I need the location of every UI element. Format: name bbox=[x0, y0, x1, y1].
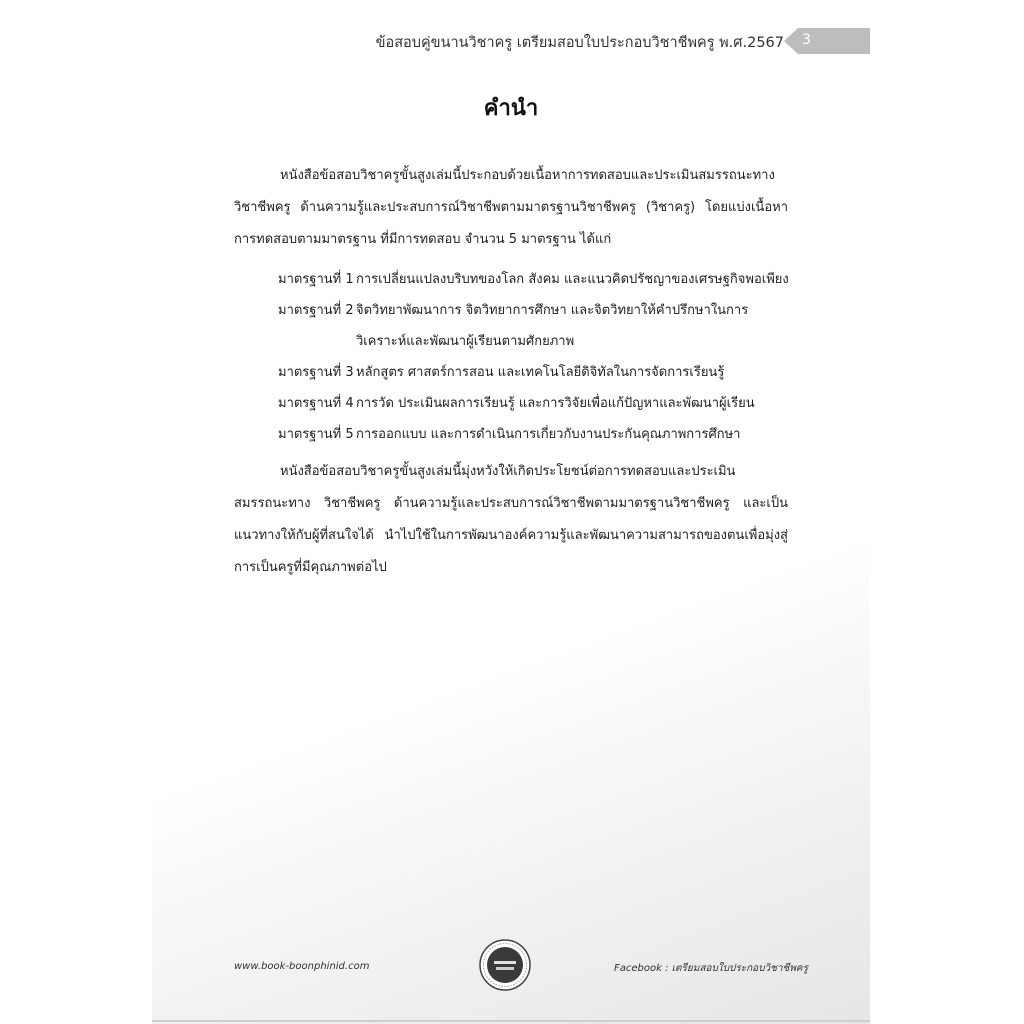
intro-section bbox=[234, 160, 788, 256]
footer-website: www.book-boonphinid.com bbox=[234, 961, 370, 972]
standard-item bbox=[278, 357, 790, 388]
standard-text: จิตวิทยาพัฒนาการ จิตวิทยาการศึกษา และจิตวิทยาให้คำปรึกษาในการวิเคราะห์และพัฒนาผู้เรียนตามศักยภาพ bbox=[356, 303, 749, 349]
standard-item bbox=[278, 419, 790, 450]
standard-label: มาตรฐานที่ 1 bbox=[278, 272, 354, 287]
page-number-tab bbox=[784, 28, 870, 54]
running-header-title: ข้อสอบคู่ขนานวิชาครู เตรียมสอบใบประกอบวิชาชีพครู พ.ศ.2567 bbox=[375, 35, 784, 51]
standard-item bbox=[278, 295, 790, 357]
standard-label: มาตรฐานที่ 3 bbox=[278, 365, 354, 380]
standard-text: การเปลี่ยนแปลงบริบทของโลก สังคม และแนวคิดปรัชญาของเศรษฐกิจพอเพียง bbox=[356, 272, 789, 287]
standard-item bbox=[278, 388, 790, 419]
standard-label: มาตรฐานที่ 4 bbox=[278, 396, 354, 411]
closing-paragraph: หนังสือข้อสอบวิชาครูขั้นสูงเล่มนี้มุ่งหวังให้เกิดประโยชน์ต่อการทดสอบและประเมินสมรรถนะทาง วิชาชีพครู ด้านความรู้และประสบการณ์วิชาชีพตามมาตรฐานวิชาชีพครู และเป็นแนวทางให้กับผู้ที่สนใจได้ นำไปใช้ในการพัฒนาองค์ความรู้และพัฒนาความสามารถของตนเพื่อมุ่งสู่การเป็นครูที่มีคุณภาพต่อไป bbox=[234, 464, 788, 575]
standard-label: มาตรฐานที่ 2 bbox=[278, 303, 354, 318]
page-title: คำนำ bbox=[483, 96, 539, 121]
publisher-logo-icon bbox=[479, 939, 531, 991]
closing-section bbox=[234, 456, 788, 584]
footer-facebook: Facebook : เตรียมสอบใบประกอบวิชาชีพครู bbox=[613, 963, 808, 974]
standards-list bbox=[278, 264, 790, 450]
page-edge bbox=[152, 1020, 870, 1022]
standard-text: การออกแบบ และการดำเนินการเกี่ยวกับงานประกันคุณภาพการศึกษา bbox=[356, 427, 741, 442]
page-number: 3 bbox=[802, 32, 811, 48]
standard-text: การวัด ประเมินผลการเรียนรู้ และการวิจัยเพื่อแก้ปัญหาและพัฒนาผู้เรียน bbox=[356, 396, 755, 411]
standard-label: มาตรฐานที่ 5 bbox=[278, 427, 354, 442]
intro-paragraph: หนังสือข้อสอบวิชาครูขั้นสูงเล่มนี้ประกอบด้วยเนื้อหาการทดสอบและประเมินสมรรถนะทางวิชาชีพครู ด้านความรู้และประสบการณ์วิชาชีพตามมาตรฐานวิชาชีพครู (วิชาครู) โดยแบ่งเนื้อหาการทดสอบตามมาตรฐาน ที่มีการทดสอบ จำนวน 5 มาตรฐาน ได้แก่ bbox=[234, 168, 788, 247]
standard-item bbox=[278, 264, 790, 295]
standard-text: หลักสูตร ศาสตร์การสอน และเทคโนโลยีดิจิทัลในการจัดการเรียนรู้ bbox=[356, 365, 725, 380]
